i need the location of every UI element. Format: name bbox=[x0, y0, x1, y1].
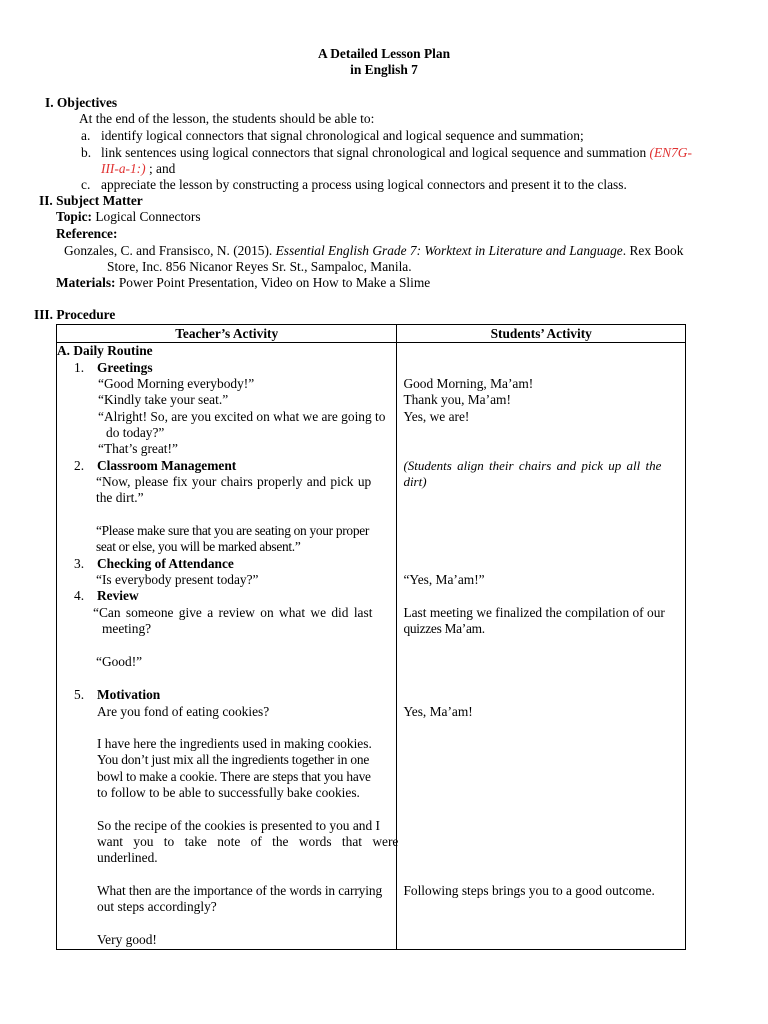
teacher-line: “Is everybody present today?” bbox=[96, 572, 259, 587]
student-line: quizzes Ma’am. bbox=[403, 621, 485, 636]
teacher-line: “Can someone give a review on what we did last bbox=[93, 605, 373, 620]
teacher-line: You don’t just mix all the ingredients together in one bbox=[97, 752, 370, 767]
student-line: Following steps brings you to a good outcome. bbox=[403, 883, 655, 898]
teacher-line: bowl to make a cookie. There are steps that you have bbox=[97, 769, 371, 784]
table-body-row bbox=[57, 343, 686, 950]
step-3-title: Checking of Attendance bbox=[97, 556, 234, 571]
procedure-heading: III. Procedure bbox=[34, 307, 116, 322]
objective-b-marker: b. bbox=[81, 145, 92, 160]
students-column-header: Students’ Activity bbox=[397, 325, 686, 343]
teacher-line: “Alright! So, are you excited on what we are going to bbox=[98, 409, 386, 424]
teacher-line: So the recipe of the cookies is presented to you and I bbox=[97, 818, 380, 833]
teacher-line: “Now, please fix your chairs properly and pick up bbox=[96, 474, 372, 489]
subject-matter-heading: II. Subject Matter bbox=[39, 193, 143, 208]
student-line: Yes, Ma’am! bbox=[403, 704, 473, 719]
topic-label: Topic: bbox=[56, 209, 92, 224]
reference-authors: Gonzales, C. and Fransisco, N. (2015). bbox=[64, 243, 276, 258]
teacher-line: the dirt.” bbox=[96, 490, 144, 505]
teacher-line: “Good!” bbox=[96, 654, 143, 669]
teacher-line: “That’s great!” bbox=[98, 441, 178, 456]
teacher-line: What then are the importance of the words in carrying bbox=[97, 883, 383, 898]
objective-a-marker: a. bbox=[81, 128, 91, 143]
objective-b-suffix: ; and bbox=[145, 161, 176, 176]
student-line: Last meeting we finalized the compilation of our bbox=[403, 605, 665, 620]
reference-title: Essential English Grade 7: Worktext in Literature and Language bbox=[275, 243, 623, 258]
student-line: Thank you, Ma’am! bbox=[403, 392, 511, 407]
teacher-column bbox=[57, 343, 397, 950]
reference-label: Reference: bbox=[56, 226, 118, 241]
objective-b-body: link sentences using logical connectors that signal chronological and logical sequence and summation bbox=[101, 145, 647, 160]
materials-value: Power Point Presentation, Video on How to Make a Slime bbox=[115, 275, 431, 290]
step-2-number: 2. bbox=[74, 458, 85, 473]
teacher-line: “Good Morning everybody!” bbox=[98, 376, 255, 391]
student-line: Yes, we are! bbox=[403, 409, 470, 424]
objectives-heading: I. Objectives bbox=[45, 95, 118, 110]
teacher-line: “Please make sure that you are seating on your proper bbox=[96, 523, 370, 538]
step-3-number: 3. bbox=[74, 556, 85, 571]
topic-value: Logical Connectors bbox=[91, 209, 201, 224]
step-4-number: 4. bbox=[74, 588, 85, 603]
teacher-line: out steps accordingly? bbox=[97, 899, 217, 914]
reference-line-1 bbox=[64, 243, 683, 259]
objective-c-text: appreciate the lesson by constructing a process using logical connectors and present it to the class. bbox=[101, 177, 627, 192]
teacher-line: meeting? bbox=[102, 621, 152, 636]
student-line: Good Morning, Ma’am! bbox=[403, 376, 534, 391]
teacher-column-header: Teacher’s Activity bbox=[57, 325, 397, 343]
teacher-line: underlined. bbox=[97, 850, 158, 865]
teacher-line: want you to take note of the words that were bbox=[97, 834, 399, 849]
teacher-line: I have here the ingredients used in making cookies. bbox=[97, 736, 372, 751]
objective-b-line-2 bbox=[101, 161, 175, 177]
table-header-row bbox=[57, 325, 686, 343]
teacher-line: “Kindly take your seat.” bbox=[98, 392, 229, 407]
student-line: “Yes, Ma’am!” bbox=[403, 572, 485, 587]
step-1-title: Greetings bbox=[97, 360, 153, 375]
procedure-table bbox=[56, 324, 686, 950]
step-5-title: Motivation bbox=[97, 687, 161, 702]
step-2-title: Classroom Management bbox=[97, 458, 237, 473]
student-line: (Students align their chairs and pick up all the bbox=[403, 458, 662, 473]
section-a-heading: A. Daily Routine bbox=[57, 343, 153, 358]
reference-line-2: Store, Inc. 856 Nicanor Reyes Sr. St., Sampaloc, Manila. bbox=[107, 259, 412, 274]
objective-b-code-2: III-a-1:) bbox=[101, 161, 146, 176]
materials-label: Materials: bbox=[56, 275, 116, 290]
student-line: dirt) bbox=[403, 474, 427, 489]
teacher-line: to follow to be able to successfully bake cookies. bbox=[97, 785, 360, 800]
step-1-number: 1. bbox=[74, 360, 85, 375]
topic-line bbox=[56, 209, 201, 225]
objective-b-text bbox=[101, 145, 692, 161]
teacher-line: Very good! bbox=[97, 932, 157, 947]
step-4-title: Review bbox=[97, 588, 139, 603]
teacher-line: do today?” bbox=[106, 425, 165, 440]
title-line-1: A Detailed Lesson Plan bbox=[317, 46, 451, 61]
objectives-intro: At the end of the lesson, the students should be able to: bbox=[79, 111, 375, 126]
students-column bbox=[397, 343, 686, 950]
title-line-2: in English 7 bbox=[350, 62, 418, 77]
objective-c-marker: c. bbox=[81, 177, 91, 192]
materials-line bbox=[56, 275, 430, 291]
step-5-number: 5. bbox=[74, 687, 85, 702]
teacher-line: seat or else, you will be marked absent.” bbox=[96, 539, 301, 554]
objective-a-text: identify logical connectors that signal chronological and logical sequence and summation; bbox=[101, 128, 584, 143]
reference-publisher-1: . Rex Book bbox=[622, 243, 684, 258]
teacher-line: Are you fond of eating cookies? bbox=[97, 704, 270, 719]
objective-b-code-1: (EN7G- bbox=[649, 145, 692, 160]
